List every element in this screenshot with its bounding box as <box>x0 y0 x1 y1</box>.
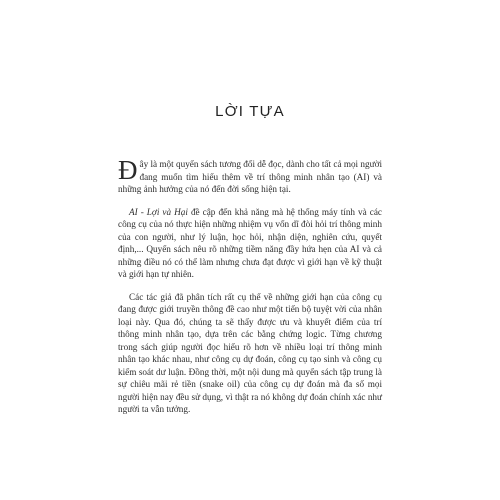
paragraph-1 <box>118 155 382 196</box>
paragraph-3 <box>118 291 382 416</box>
preface-body <box>118 155 383 426</box>
paragraph-2-text: đề cập đến khả năng mà hệ thống máy tính và các công cụ của nó thực hiện những nhiệm vụ vốn dĩ đòi hỏi trí thông minh của con người, như lý luận, học hỏi, nhận diện, nghiên cứu, quyết định,... Quyển sách nêu rõ những tiềm năng đầy hứa hẹn của AI và cả những điều nó có thể làm nhưng chưa đạt được vì giới hạn về kỹ thuật và giới hạn tự nhiên. <box>118 206 383 279</box>
paragraph-3-text: Các tác giả đã phân tích rất cụ thể về những giới hạn của công cụ đang được giới truyền thông đề cao như một tiến bộ tuyệt vời của nhân loại này. Qua đó, chúng ta sẽ thấy được ưu và khuyết điểm của trí thông minh nhân tạo, dựa trên các bằng chứng logic. Từng chương trong sách giúp người đọc hiểu rõ hơn về nhiều loại trí thông minh nhân tạo khác nhau, như công cụ dự đoán, công cụ tạo sinh và công cụ kiểm soát dư luận. Đồng thời, một nội dung mà quyển sách tập trung là sự chiêu mãi rẻ tiền (snake oil) của công cụ dự đoán mà đa số mọi người hiện nay đều sử dụng, vì thật ra nó không dự đoán chính xác như người ta vẫn tưởng. <box>118 291 382 414</box>
paragraph-2 <box>118 206 382 281</box>
page-title: LỜI TỰA <box>215 103 285 120</box>
drop-cap: Đ <box>118 155 138 185</box>
book-title-italic: AI - Lợi và Hại <box>129 206 188 217</box>
paragraph-1-text: ây là một quyển sách tương đối dễ đọc, dành cho tất cả mọi người đang muốn tìm hiểu thêm về trí thông minh nhân tạo (AI) và những ảnh hưởng của nó đến đời sống hiện tại. <box>118 159 382 194</box>
